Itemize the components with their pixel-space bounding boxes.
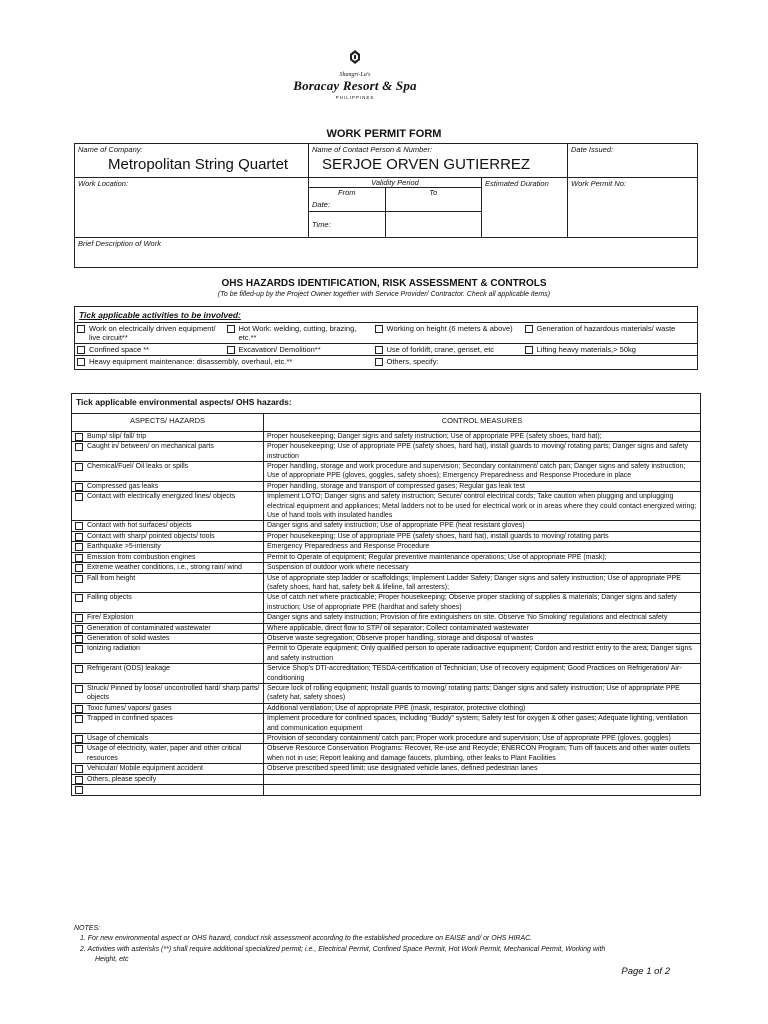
hazard-item[interactable] — [75, 664, 260, 673]
checkbox[interactable] — [227, 346, 235, 354]
hazard-control-measure: Implement LOTO; Danger signs and safety instruction; Secure/ control electrical cords; Take caution when plugging and unplugging electrical equipment and appliances; Metal ladders not to be used for electrical work or in areas where they could contact energized wiring; Use of hand tools with insulated handles — [264, 492, 701, 521]
hazard-item[interactable] — [75, 542, 260, 551]
activity-item[interactable]: Heavy equipment maintenance: disassembly, overhaul, etc.** — [77, 357, 371, 366]
hazard-row — [72, 492, 701, 521]
hazards-heading: Tick applicable environmental aspects/ OHS hazards: — [76, 397, 292, 407]
activity-item[interactable]: Others, specify: — [375, 357, 696, 366]
duration-label: Estimated Duration — [485, 179, 549, 188]
hazard-row — [72, 542, 701, 552]
checkbox[interactable] — [75, 745, 83, 753]
hazard-aspect: Generation of contaminated wastewater — [87, 624, 211, 632]
validity-period-cell — [309, 178, 482, 238]
checkbox[interactable] — [75, 594, 83, 602]
hazard-control-measure: Suspension of outdoor work where necessary — [264, 563, 701, 573]
hazard-aspect: Falling objects — [87, 594, 132, 602]
hazard-row — [72, 644, 701, 664]
checkbox[interactable] — [227, 325, 235, 333]
contact-cell[interactable] — [309, 144, 568, 178]
checkbox[interactable] — [75, 463, 83, 471]
hazard-item[interactable] — [75, 775, 260, 784]
from-date-cell[interactable] — [309, 188, 385, 212]
hazard-row — [72, 664, 701, 684]
hazard-control-measure: Service Shop's DTI-accreditation; TESDA-certification of Technician; Use of recovery equipment; Good Practices on Refrigeration/ Air-conditioning — [264, 664, 701, 684]
aspects-column-header: ASPECTS/ HAZARDS — [72, 414, 264, 431]
checkbox[interactable] — [75, 554, 83, 562]
checkbox[interactable] — [75, 564, 83, 572]
validity-label: Validity Period — [371, 178, 419, 187]
hazard-item[interactable] — [75, 563, 260, 572]
activity-item[interactable]: Generation of hazardous materials/ waste — [525, 324, 696, 333]
hazard-aspect: Contact with hot surfaces/ objects — [87, 522, 192, 530]
permit-header-table — [74, 143, 698, 268]
hazard-item[interactable] — [75, 574, 260, 583]
controls-column-header: CONTROL MEASURES — [264, 414, 701, 431]
hazard-item[interactable] — [75, 634, 260, 643]
activity-item[interactable]: Working on height (6 meters & above) — [375, 324, 521, 333]
hazard-item[interactable] — [75, 613, 260, 622]
hazard-row — [72, 633, 701, 643]
time-label: Time: — [312, 220, 331, 229]
hazard-item[interactable] — [75, 714, 260, 723]
checkbox[interactable] — [525, 346, 533, 354]
page-number: Page 1 of 2 — [621, 966, 670, 977]
hazard-control-measure: Proper handling, storage and work procedure and supervision; Secondary containment/ catch pan; Danger signs and safety instruction; Use of appropriate PPE (gloves, goggles, safety shoes); Emergency Preparedness and Response Procedure in place — [264, 462, 701, 482]
checkbox[interactable] — [75, 715, 83, 723]
work-location-cell[interactable] — [75, 178, 309, 238]
hazard-item[interactable] — [75, 442, 260, 451]
hazard-aspect: Generation of solid wastes — [87, 634, 170, 642]
hazard-aspect: Vehicular/ Mobile equipment accident — [87, 765, 203, 773]
to-date-cell[interactable] — [385, 188, 481, 212]
checkbox[interactable] — [75, 705, 83, 713]
hazard-aspect: Trapped in confined spaces — [87, 715, 173, 723]
to-label: To — [429, 188, 438, 197]
form-title: WORK PERMIT FORM — [326, 128, 442, 140]
hazard-control-measure: Proper housekeeping; Use of appropriate PPE (safety shoes, hard hat), install guards to moving/ rotating parts; Danger signs and safety instruction — [264, 442, 701, 462]
company-value[interactable]: Metropolitan String Quartet — [108, 156, 289, 173]
activities-table — [74, 306, 698, 370]
date-issued-cell[interactable] — [568, 144, 698, 178]
checkbox[interactable] — [375, 325, 383, 333]
hazard-aspect: Emission from combustion engines — [87, 553, 196, 561]
hazard-item[interactable] — [75, 684, 260, 703]
permit-no-label: Work Permit No: — [571, 179, 627, 188]
hazard-aspect: Caught in/ between/ on mechanical parts — [87, 443, 214, 451]
from-label: From — [338, 188, 356, 197]
contact-value[interactable]: SERJOE ORVEN GUTIERREZ — [322, 156, 531, 173]
hazard-item[interactable] — [75, 432, 260, 441]
hazard-row — [72, 593, 701, 613]
hazard-row — [72, 714, 701, 734]
hazard-item[interactable] — [75, 482, 260, 491]
ohs-section-title: OHS HAZARDS IDENTIFICATION, RISK ASSESSMENT & CONTROLS — [221, 278, 547, 289]
work-location-label: Work Location: — [78, 179, 129, 188]
hazard-row — [72, 462, 701, 482]
hazard-control-measure: Danger signs and safety instruction; Provision of fire extinguishers on site. Observe 'No Smoking' regulations and electrical safety — [264, 613, 701, 623]
duration-cell[interactable] — [482, 178, 568, 238]
hazard-item[interactable] — [75, 624, 260, 633]
checkbox[interactable] — [75, 543, 83, 551]
hazard-control-measure: Observe waste segregation; Observe proper handling, storage and disposal of wastes — [264, 633, 701, 643]
hazard-control-measure: Danger signs and safety instruction; Use of appropriate PPE (heat resistant gloves) — [264, 521, 701, 531]
checkbox[interactable] — [75, 575, 83, 583]
note-2: 2. Activities with asterisks (**) shall require additional specialized permit; i.e., Electrical Permit, Confined Space Permit, Hot Work Permit, Mechanical Permit, Working with — [80, 945, 606, 953]
hazard-control-measure — [264, 785, 701, 796]
hazard-control-measure — [264, 774, 701, 784]
crest-icon — [349, 50, 361, 64]
hazard-row — [72, 521, 701, 531]
hazard-row — [72, 573, 701, 593]
company-label: Name of Company: — [78, 145, 143, 154]
hazard-row — [72, 734, 701, 744]
hazard-aspect: Usage of electricity, water, paper and other critical resources — [87, 745, 242, 762]
activity-item[interactable]: Work on electrically driven equipment/ live circuit** — [77, 324, 223, 342]
hazard-item[interactable] — [75, 492, 260, 501]
hazard-item[interactable] — [75, 704, 260, 713]
hazard-control-measure: Use of appropriate step ladder or scaffoldings; Implement Ladder Safety; Danger signs and safety instruction; Use of appropriate PPE (safety shoes, hard hat, safety belt & lifeline, fall arresters); — [264, 573, 701, 593]
notes-label: NOTES: — [74, 925, 101, 932]
hazard-control-measure: Emergency Preparedness and Response Procedure — [264, 542, 701, 552]
checkbox[interactable] — [375, 346, 383, 354]
hazard-item[interactable] — [75, 553, 260, 562]
date-label: Date: — [312, 200, 330, 209]
hazard-item[interactable] — [75, 462, 260, 471]
hazard-control-measure: Proper handling, storage and transport of compressed gases; Regular gas leak test — [264, 481, 701, 491]
checkbox[interactable] — [75, 614, 83, 622]
hazard-aspect: Fire/ Explosion — [87, 614, 134, 622]
checkbox[interactable] — [525, 325, 533, 333]
to-time-cell[interactable] — [385, 212, 481, 237]
activity-item[interactable]: Use of forklift, crane, genset, etc — [375, 345, 521, 354]
hazard-row — [72, 552, 701, 562]
hazard-aspect: Struck/ Pinned by loose/ uncontrolled hard/ sharp parts/ objects — [87, 684, 260, 702]
hazard-aspect: Extreme weather conditions, i.e., strong rain/ wind — [87, 564, 242, 572]
hazard-item[interactable] — [75, 593, 260, 602]
company-cell[interactable] — [75, 144, 309, 178]
hazard-item[interactable] — [75, 764, 260, 773]
hazard-item[interactable] — [75, 744, 260, 763]
checkbox[interactable] — [375, 358, 383, 366]
hazard-aspect: Toxic fumes/ vapors/ gases — [87, 704, 172, 712]
hazard-control-measure: Implement procedure for confined spaces, including “Buddy” system; Safety test for oxygen & other gases; Adequate lighting, ventilation and communication equipment — [264, 714, 701, 734]
hazard-aspect: Ionizing radiation — [87, 645, 140, 653]
hazard-aspect: Refrigerant (ODS) leakage — [87, 665, 170, 673]
hazard-aspect: Contact with electrically energized lines/ objects — [87, 493, 236, 501]
hazard-control-measure: Provision of secondary containment/ catch pan; Proper work procedure and supervision; Use of appropriate PPE (gloves, goggles) — [264, 734, 701, 744]
logo-brand: Shangri-La's — [339, 72, 371, 78]
checkbox[interactable] — [75, 533, 83, 541]
hazard-item[interactable] — [75, 785, 260, 794]
checkbox[interactable] — [75, 685, 83, 693]
checkbox[interactable] — [75, 776, 83, 784]
checkbox[interactable] — [75, 786, 83, 794]
hazard-row — [72, 774, 701, 784]
notes-section — [74, 924, 698, 965]
checkbox[interactable] — [75, 645, 83, 653]
hazard-row — [72, 442, 701, 462]
hazard-aspect: Earthquake >5-intensity — [87, 543, 161, 551]
hazard-row — [72, 531, 701, 541]
hazard-control-measure: Where applicable, direct flow to STP/ oil separator; Collect contaminated wastewater — [264, 623, 701, 633]
resort-logo — [290, 50, 420, 108]
activity-item[interactable]: Excavation/ Demolition** — [227, 345, 371, 354]
hazard-row — [72, 744, 701, 764]
hazard-control-measure: Observe Resource Conservation Programs: Recover, Re-use and Recycle; ENERCON Program; Turn off faucets and other water outlets when not in use; Report leaking and damage faucets, plumbing, other leaks to Plant Facilities — [264, 744, 701, 764]
hazard-aspect: Bump/ slip/ fall/ trip — [87, 432, 147, 440]
hazard-control-measure: Additional ventilation; Use of appropriate PPE (mask, respirator, protective clothing) — [264, 703, 701, 713]
hazard-row — [72, 683, 701, 703]
hazard-control-measure: Permit to Operate of equipment; Regular preventive maintenance operations; Use of appropriate PPE (mask); — [264, 552, 701, 562]
hazard-row — [72, 613, 701, 623]
logo-name: Boracay Resort & Spa — [293, 78, 417, 93]
hazard-control-measure: Secure lock of rolling equipment; Install guards to moving/ rotating parts; Danger signs and safety instruction; Use of appropriate PPE (safety hat, safety shoes) — [264, 683, 701, 703]
hazard-row — [72, 431, 701, 441]
ohs-section-subtitle: (To be filled-up by the Project Owner together with Service Provider/ Contractor. Check all applicable items) — [217, 291, 551, 298]
hazard-control-measure: Proper housekeeping; Danger signs and safety instruction; Use of appropriate PPE (safety shoes, hard hat); — [264, 431, 701, 441]
hazard-aspect: Others, please specify — [87, 775, 157, 783]
checkbox[interactable] — [75, 765, 83, 773]
hazard-aspect: Usage of chemicals — [87, 735, 149, 742]
hazard-row — [72, 481, 701, 491]
hazard-aspect: Chemical/Fuel/ Oil leaks or spills — [87, 463, 189, 471]
checkbox[interactable] — [77, 346, 85, 354]
hazard-row — [72, 764, 701, 774]
hazard-aspect: Fall from height — [87, 574, 136, 582]
from-time-cell[interactable] — [309, 212, 385, 237]
hazard-control-measure: Use of catch net where practicable; Proper housekeeping; Observe proper stacking of supplies & materials; Danger signs and safety instruction; Use of appropriate PPE (hardhat and safety shoes) — [264, 593, 701, 613]
note-1: 1. For new environmental aspect or OHS hazard, conduct risk assessment according to the established procedure on EAISE and/ or OHS HIRAC. — [80, 935, 533, 943]
hazard-item[interactable] — [75, 521, 260, 530]
brief-description-cell[interactable] — [75, 237, 698, 267]
activities-heading: Tick applicable activities to be involved: — [79, 310, 241, 320]
checkbox[interactable] — [75, 635, 83, 643]
checkbox[interactable] — [75, 665, 83, 673]
checkbox[interactable] — [75, 625, 83, 633]
hazards-table — [71, 393, 701, 796]
logo-country: PHILIPPINES — [335, 95, 375, 100]
hazard-row — [72, 785, 701, 796]
date-issued-label: Date Issued: — [571, 145, 614, 154]
checkbox[interactable] — [75, 493, 83, 501]
note-2-continued: Height, etc — [95, 955, 129, 963]
hazard-row — [72, 623, 701, 633]
contact-label: Name of Contact Person & Number: — [312, 145, 433, 154]
hazard-item[interactable] — [75, 734, 260, 743]
hazard-row — [72, 703, 701, 713]
checkbox[interactable] — [75, 735, 83, 743]
activity-item[interactable]: Confined space ** — [77, 345, 223, 354]
checkbox[interactable] — [77, 325, 85, 333]
hazard-item[interactable] — [75, 644, 260, 653]
checkbox[interactable] — [75, 522, 83, 530]
checkbox[interactable] — [75, 483, 83, 491]
hazard-control-measure: Permit to Operate equipment; Only qualified person to operate radioactive equipment; Cordon and restrict entry to the area; Danger signs and safety instruction — [264, 644, 701, 664]
brief-description-label: Brief Description of Work — [78, 238, 161, 248]
checkbox[interactable] — [75, 433, 83, 441]
hazard-item[interactable] — [75, 532, 260, 541]
activity-item[interactable]: Lifting heavy materials,> 50kg — [525, 345, 696, 354]
hazard-row — [72, 563, 701, 573]
checkbox[interactable] — [77, 358, 85, 366]
checkbox[interactable] — [75, 443, 83, 451]
hazard-aspect: Contact with sharp/ pointed objects/ tools — [87, 532, 215, 540]
permit-no-cell[interactable] — [568, 178, 698, 238]
hazard-aspect: Compressed gas leaks — [87, 482, 159, 490]
hazard-control-measure: Observe prescribed speed limit; use designated vehicle lanes, defined pedestrian lanes — [264, 764, 701, 774]
hazard-control-measure: Proper housekeeping; Use of appropriate PPE (safety shoes, hard hat), install guards to moving/ rotating parts — [264, 531, 701, 541]
activity-item[interactable]: Hot Work: welding, cutting, brazing, etc.** — [227, 324, 371, 342]
